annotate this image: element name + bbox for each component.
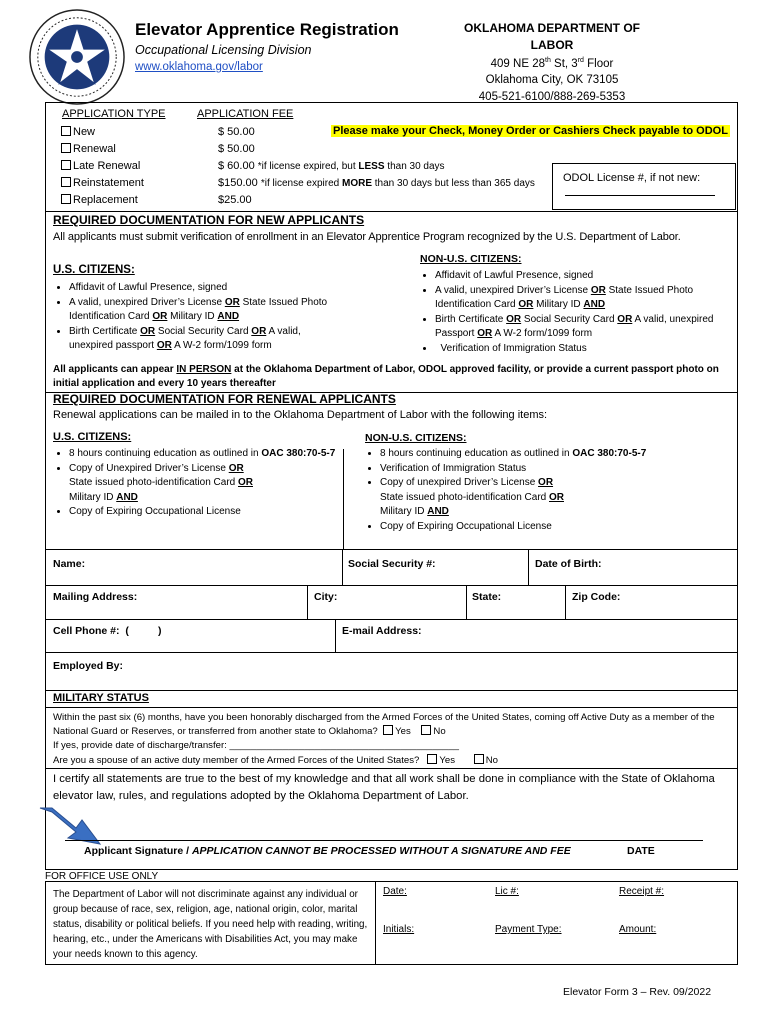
zip-field[interactable]: Zip Code: [572,591,621,603]
odol-license-input[interactable] [565,195,715,196]
field-divider [466,585,467,619]
renewal-us-title: U.S. CITIZENS: [53,431,132,443]
checkbox-icon [61,143,71,153]
checkbox-icon [61,126,71,136]
checkbox-icon [61,177,71,187]
cell-phone-field[interactable]: Cell Phone #: ( ) [53,625,162,637]
state-field[interactable]: State: [472,591,502,603]
employed-by-field[interactable]: Employed By: [53,660,124,672]
divider [45,211,738,212]
website-link[interactable]: www.oklahoma.gov/labor [135,61,263,73]
list-item: • Copy of Unexpired Driver’s License OR State issued photo-identification Card OR Military ID AND [69,462,353,506]
name-field[interactable]: Name: [53,558,86,570]
list-item: • Copy of Expiring Occupational License [380,520,684,535]
list-item: • 8 hours continuing education as outlined in OAC 380:70-5-7 [380,447,684,462]
list-item: • Verification of Immigration Status [435,342,731,357]
field-divider [375,881,376,965]
military-question-3: Are you a spouse of an active duty member of the Armed Forces of the United States? Yes No [53,755,498,766]
in-person-note: All applicants can appear IN PERSON at the Oklahoma Department of Labor, ODOL approved facility, or provide a current passport photo on initial application and every 10 years thereafter [53,364,719,389]
signature-date-label: DATE [627,845,655,857]
form-revision: Elevator Form 3 – Rev. 09/2022 [563,986,712,998]
city-field[interactable]: City: [314,591,338,603]
checkbox-icon [61,194,71,204]
fee-replacement: $25.00 [218,194,252,206]
oklahoma-seal-icon [28,8,126,106]
checkbox-icon [421,725,431,735]
list-item: • Affidavit of Lawful Presence, signed [435,269,731,284]
divider [45,652,738,653]
mailing-address-field[interactable]: Mailing Address: [53,591,138,603]
fee-new: $ 50.00 [218,126,255,138]
ssn-field[interactable]: Social Security #: [348,558,436,570]
office-use-title: FOR OFFICE USE ONLY [45,871,159,882]
field-divider [342,549,343,585]
new-us-list [53,281,343,354]
signature-label: Applicant Signature / APPLICATION CANNOT BE PROCESSED WITHOUT A SIGNATURE AND FEE [84,845,571,857]
list-item: • A valid, unexpired Driver’s License OR State Issued Photo Identification Card OR Military ID AND [435,284,731,313]
military-q1-no[interactable]: No [413,726,445,737]
military-title: MILITARY STATUS [53,692,149,704]
field-divider [335,619,336,652]
dob-field[interactable]: Date of Birth: [535,558,602,570]
list-item: • Copy of unexpired Driver’s License OR State issued photo-identification Card OR Military ID AND [380,476,684,520]
phone-numbers: 405-521-6100/888-269-5353 [478,90,626,103]
agency-name: OKLAHOMA DEPARTMENT OF LABOR [464,21,640,52]
address-line-2: Oklahoma City, OK 73105 [485,74,619,87]
division-name: Occupational Licensing Division [135,43,312,57]
fee-late-renewal: $ 60.00 *if license expired, but LESS than 30 days [218,160,445,172]
application-type-list [61,124,144,209]
divider [45,707,738,708]
type-late-renewal[interactable]: Late Renewal [61,158,144,175]
renewal-title: REQUIRED DOCUMENTATION FOR RENEWAL APPLICANTS [53,392,396,406]
list-item: • A valid, unexpired Driver’s License OR State Issued Photo Identification Card OR Military ID AND [69,296,343,325]
type-replacement[interactable]: Replacement [61,192,144,209]
divider [45,549,738,550]
signature-line[interactable] [65,840,703,841]
form-title: Elevator Apprentice Registration [135,20,399,39]
new-non-us-title: NON-U.S. CITIZENS: [420,253,522,265]
field-divider [565,585,566,619]
renewal-us-list [53,447,353,520]
field-divider [528,549,529,585]
list-item: • Copy of Expiring Occupational License [69,505,353,520]
new-applicants-title: REQUIRED DOCUMENTATION FOR NEW APPLICANTS [53,213,365,227]
divider [45,619,738,620]
list-item: • Affidavit of Lawful Presence, signed [69,281,343,296]
list-item: • Birth Certificate OR Social Security Card OR A valid, unexpired passport OR A W-2 form/1099 form [69,325,343,354]
fee-renewal: $ 50.00 [218,143,255,155]
nondiscrimination-notice: The Department of Labor will not discriminate against any individual or group because of race, sex, religion, age, national origin, color, marital status, disability or political beliefs. If you need help with reading, writing, hearing, etc., under the Americans with Disabilities Act, you may make your needs known to this agency. [53,889,368,960]
checkbox-icon [383,725,393,735]
military-question-1: Within the past six (6) months, have you been honorably discharged from the Armed Forces of the United States, coming off Active Duty as a member of the National Guard or Reserves, or transferred from another state to Oklahoma? Yes No [53,712,715,737]
checkbox-icon [61,160,71,170]
office-receipt-field[interactable]: Receipt #: [619,886,665,897]
divider [45,768,738,769]
new-non-us-list [419,269,731,356]
office-payment-type-field[interactable]: Payment Type: [495,924,562,935]
checkbox-icon [474,754,484,764]
new-us-title: U.S. CITIZENS: [53,264,135,276]
list-item: • 8 hours continuing education as outlined in OAC 380:70-5-7 [69,447,353,462]
military-question-2[interactable]: If yes, provide date of discharge/transfer: ___________________________________________ [53,740,459,751]
type-reinstatement[interactable]: Reinstatement [61,175,144,192]
military-q1-yes[interactable]: Yes [380,726,410,737]
list-item: • Birth Certificate OR Social Security Card OR A valid, unexpired Passport OR A W-2 form/1099 form [435,313,731,342]
renewal-non-us-title: NON-U.S. CITIZENS: [365,432,467,444]
list-item: • Verification of Immigration Status [380,462,684,477]
office-initials-field[interactable]: Initials: [383,924,415,935]
address-line-1: 409 NE 28th St, 3rd Floor [490,57,614,70]
office-date-field[interactable]: Date: [383,886,407,897]
military-q3-yes[interactable]: Yes [422,755,455,766]
agency-address [442,20,662,105]
application-type-header: APPLICATION TYPE [62,108,166,120]
fee-reinstatement: $150.00 *if license expired MORE than 30 days but less than 365 days [218,177,535,189]
type-renewal[interactable]: Renewal [61,141,144,158]
email-field[interactable]: E-mail Address: [342,625,422,637]
renewal-non-us-list [364,447,684,534]
column-divider [343,449,344,549]
certification-statement: I certify all statements are true to the best of my knowledge and that all work shall be done in compliance with the State of Oklahoma elevator law, rules, and regulations adopted by the Oklahoma Department of Labor. [53,773,715,802]
payable-note: Please make your Check, Money Order or Cashiers Check payable to ODOL [333,125,728,137]
divider [45,690,738,691]
renewal-intro: Renewal applications can be mailed in to the Oklahoma Department of Labor with the following items: [53,409,548,421]
type-new[interactable]: New [61,124,144,141]
odol-license-box [552,163,736,210]
military-q3-no[interactable]: No [458,755,498,766]
new-applicants-intro: All applicants must submit verification of enrollment in an Elevator Apprentice Program recognized by the U.S. Department of Labor. [53,231,681,243]
checkbox-icon [427,754,437,764]
divider [45,585,738,586]
office-lic-field[interactable]: Lic #: [495,886,519,897]
field-divider [307,585,308,619]
odol-license-label: ODOL License #, if not new: [563,172,701,184]
application-fee-header: APPLICATION FEE [197,108,294,120]
office-amount-field[interactable]: Amount: [619,924,657,935]
